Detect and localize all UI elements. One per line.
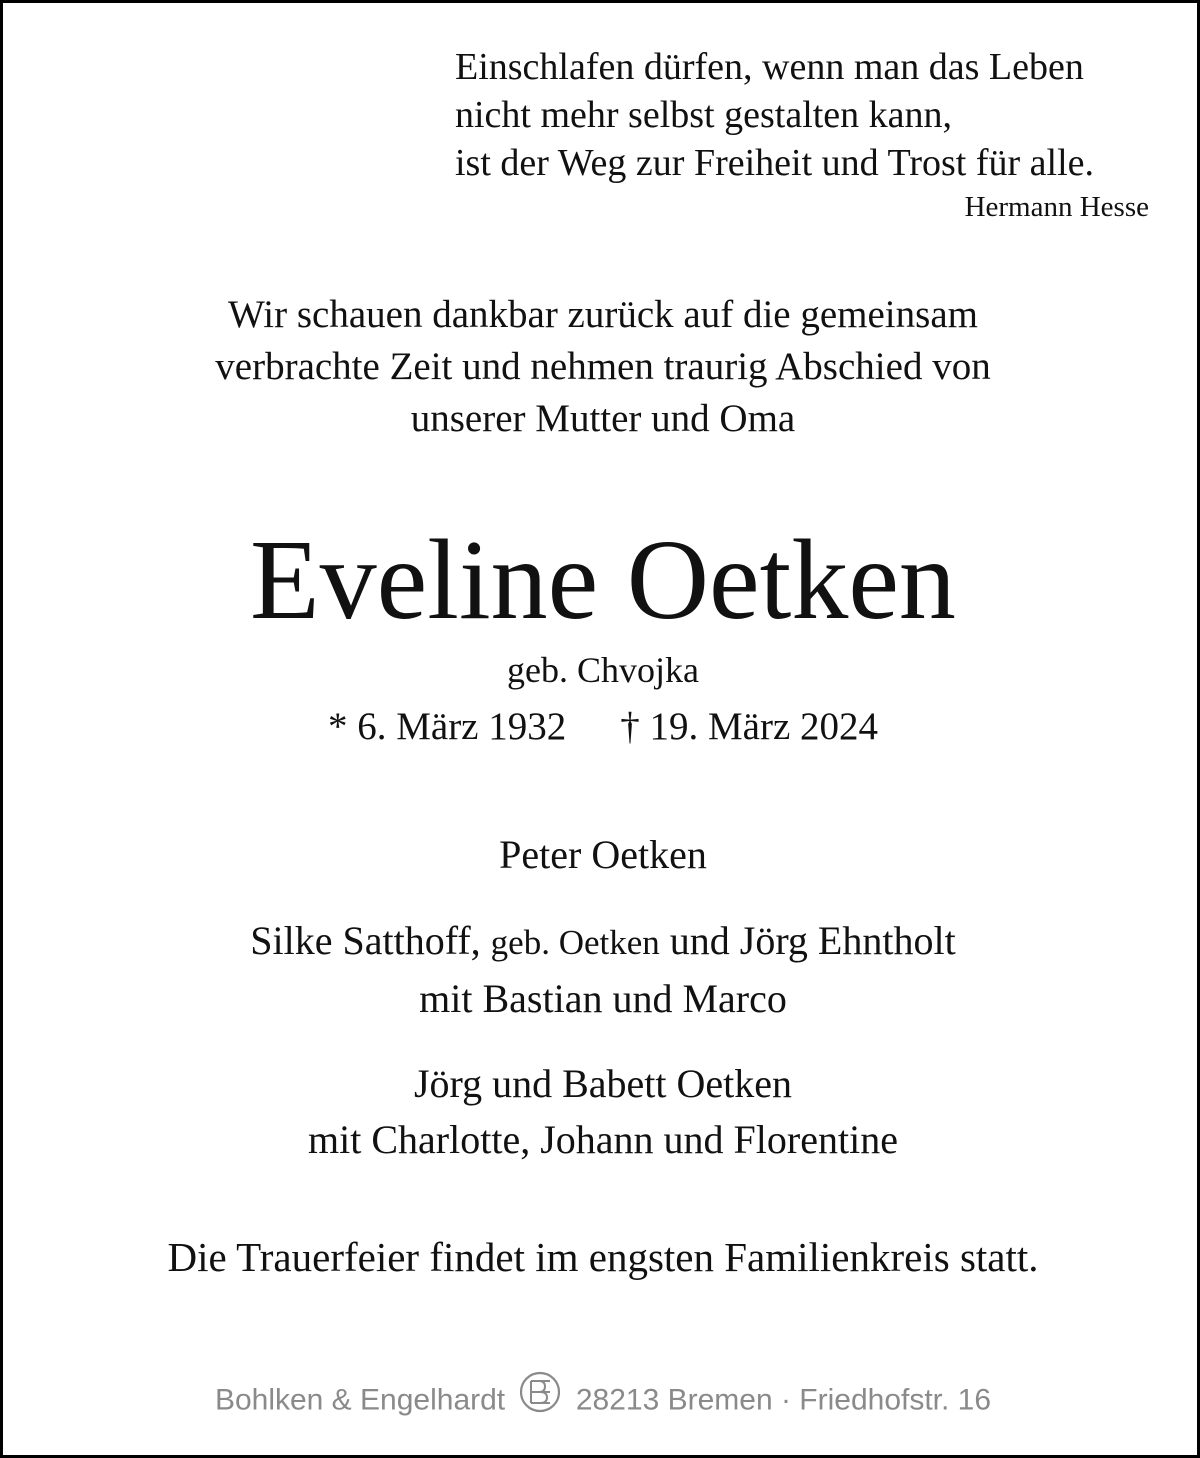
closing-note: Die Trauerfeier findet im engsten Familienkreis statt. (167, 1234, 1039, 1280)
birth-date: * 6. März 1932 (327, 705, 567, 748)
intro-line: unserer Mutter und Oma (410, 397, 796, 440)
family-group (3, 913, 1200, 1027)
intro-line: verbrachte Zeit und nehmen traurig Abschied von (215, 345, 991, 388)
family-line: mit Charlotte, Johann und Florentine (308, 1117, 898, 1162)
family-name: Silke Satthoff, (250, 918, 481, 963)
funeral-home-name: Bohlken & Engelhardt (214, 1383, 506, 1417)
intro-line: Wir schauen dankbar zurück auf die gemeinsam (228, 293, 978, 336)
funeral-home-footer (3, 1371, 1200, 1432)
family-member (3, 827, 1200, 883)
quote-block (455, 43, 1155, 225)
death-date: † 19. März 2024 (620, 705, 879, 748)
quote-line: ist der Weg zur Freiheit und Trost für alle. (455, 142, 1094, 184)
quote-line: nicht mehr selbst gestalten kann, (455, 94, 953, 136)
deceased-name: Eveline Oetken (250, 516, 956, 643)
family-birth-name: geb. Oetken (490, 923, 660, 962)
family-line: Jörg und Babett Oetken (413, 1061, 793, 1106)
birth-name: geb. Chvojka (507, 650, 699, 690)
family-line: Peter Oetken (499, 832, 707, 877)
funeral-home-logo-icon (519, 1371, 561, 1426)
family-partner: und Jörg Ehntholt (669, 918, 956, 963)
life-dates (3, 701, 1200, 753)
quote-author: Hermann Hesse (964, 191, 1149, 223)
intro-text (3, 289, 1200, 445)
funeral-home-address: 28213 Bremen · Friedhofstr. 16 (575, 1383, 992, 1417)
family-group (3, 1056, 1200, 1168)
family-line: mit Bastian und Marco (419, 976, 787, 1021)
quote-line: Einschlafen dürfen, wenn man das Leben (455, 46, 1084, 88)
family-line (3, 913, 1200, 971)
